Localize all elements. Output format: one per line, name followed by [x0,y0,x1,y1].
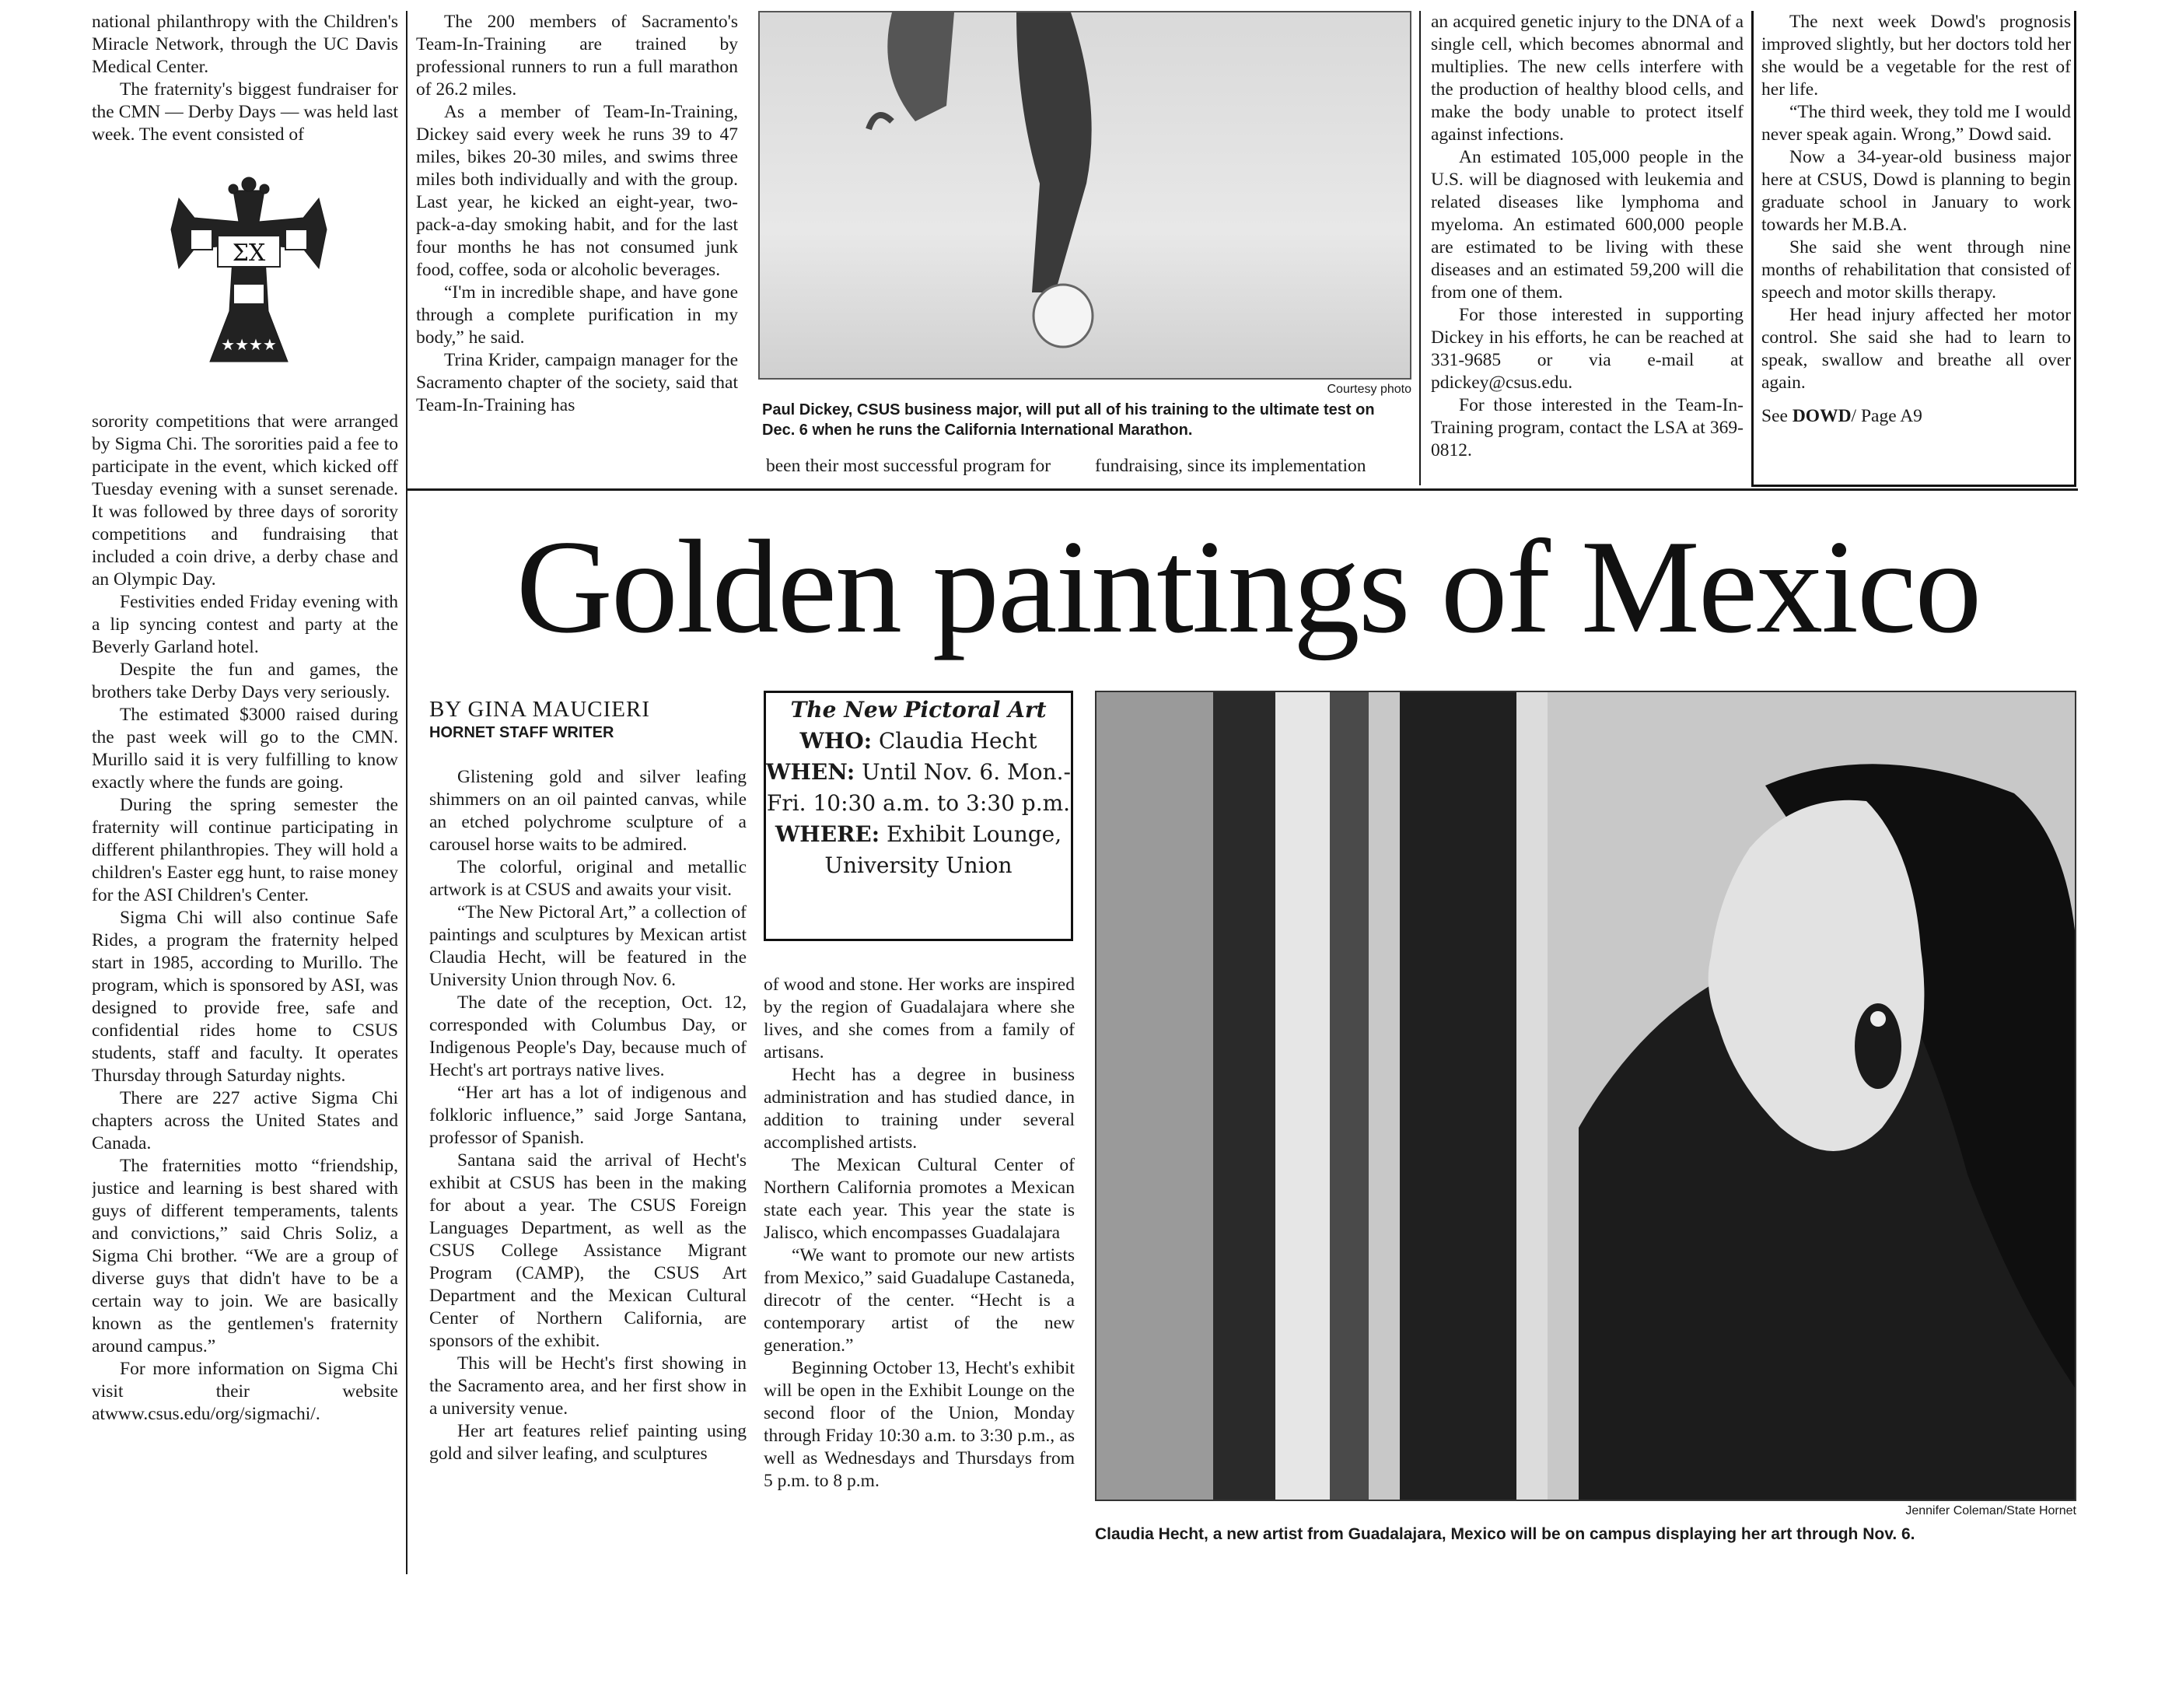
jump-prefix: See [1761,406,1793,426]
paragraph: The colorful, original and metallic artwork is at CSUS and awaits your visit. [429,857,747,900]
crest-letters: ΣΧ [232,240,266,267]
portrait-image [1096,692,2076,1501]
paragraph: The next week Dowd's prognosis improved slightly, but her doctors told her she would be a vegetable for the rest of her life. [1761,12,2071,100]
feature-headline: Golden paintings of Mexico [516,513,1981,661]
paragraph: “Her art has a lot of indigenous and folkloric influence,” said Jorge Santana, professor of Spanish. [429,1083,747,1148]
paragraph: Trina Krider, campaign manager for the Sacramento chapter of the society, said that Team-In-Training has [416,350,738,415]
paragraph: She said she went through nine months of rehabilitation that consisted of speech and motor skills therapy. [1761,237,2071,303]
runner-continuation-left: been their most successful program for [766,456,1051,476]
info-where [766,819,1071,881]
info-when-label: WHEN: [766,759,855,785]
portrait-photo-credit: Jennifer Coleman/State Hornet [1905,1504,2076,1517]
svg-text:★★★★: ★★★★ [221,337,277,354]
paragraph: Her art features relief painting using gold and silver leafing, and sculptures [429,1421,747,1464]
paragraph: As a member of Team-In-Training, Dickey said every week he runs 39 to 47 miles, bikes 20-30 miles, and swims three miles both individually and with the group. Last year, he kicked an eight-year, two-pack-a-day smoking habit, and for the last four months he has not consumed junk food, coffee, soda or alcoholic beverages. [416,102,738,280]
paragraph: Glistening gold and silver leafing shimmers on an oil painted canvas, while an etched polychrome sculpture of a carousel horse waits to be admired. [429,767,747,855]
column-divider [1419,11,1421,485]
paragraph: Hecht has a degree in business administration and has studied dance, in addition to training under several accomplished artists. [764,1065,1075,1153]
paragraph: There are 227 active Sigma Chi chapters across the United States and Canada. [92,1088,398,1153]
paragraph: The 200 members of Sacramento's Team-In-Training are trained by professional runners to run a full marathon of 26.2 miles. [416,12,738,100]
runner-legs-image [760,12,1411,380]
runner-continuation-right: fundraising, since its implementation [1095,456,1366,476]
paragraph: An estimated 105,000 people in the U.S. will be diagnosed with leukemia and related diseases like lymphoma and myeloma. An estimated 600,000 people are estimated to be living with these diseases and an estimated 59,200 will die from one of them. [1431,147,1744,303]
info-when [766,757,1071,819]
runner-photo-caption: Paul Dickey, CSUS business major, will put all of his training to the ultimate test on Dec. 6 when he runs the California International Marathon. [762,401,1375,439]
jump-suffix: / Page A9 [1851,406,1922,426]
info-who [766,726,1071,757]
sigma-chi-bottom-text [92,411,398,1577]
byline-title: HORNET STAFF WRITER [429,724,614,741]
runner-photo-credit: Courtesy photo [1327,383,1411,396]
paragraph: sorority competitions that were arranged by Sigma Chi. The sororities paid a fee to participate in the event, which kicked off Tuesday evening with a sunset serenade. It was followed by three days of sorority competitions and fundraising that included a coin drive, a derby chase and an Olympic Day. [92,411,398,590]
paragraph: During the spring semester the fraternity will continue participating in different philanthropies. They will hold a children's Easter egg hunt, to raise money for the ASI Children's Center. [92,795,398,905]
feature-column-1 [429,766,747,1575]
paragraph: For those interested in the Team-In-Training program, contact the LSA at 369-0812. [1431,395,1744,460]
paragraph: The fraternities motto “friendship, justice and learning is best shared with guys of different temperaments, talents and convictions,” said Chris Soliz, a Sigma Chi brother. “We are a group of diverse guys that didn't have to be a certain way to join. We are basically known as the gentlemen's fraternity around campus.” [92,1156,398,1356]
byline-name: BY GINA MAUCIERI [429,697,650,722]
dowd-column-text [1761,11,2071,478]
paragraph: “I'm in incredible shape, and have gone through a complete purification in my body,” he said. [416,282,738,348]
paragraph: Sigma Chi will also continue Safe Rides, a program the fraternity helped start in 1985, according to Murillo. The program, which is sponsored by ASI, was designed to provide free, safe and confidential rides home to CSUS students, staff and faculty. It operates Thursday through Saturday nights. [92,908,398,1086]
paragraph: Her head injury affected her motor control. She said she had to learn to speak, swallow and breathe all over again. [1761,305,2071,393]
info-box-title: The New Pictoral Art [790,697,1047,723]
paragraph: national philanthropy with the Children's Miracle Network, through the UC Davis Medical Center. [92,12,398,77]
paragraph: of wood and stone. Her works are inspired by the region of Guadalajara where she lives, and she comes from a family of artisans. [764,975,1075,1062]
paragraph: The estimated $3000 raised during the past week will go to the CMN. Murillo said it is very fulfilling to know exactly where the funds are going. [92,705,398,793]
paragraph: Beginning October 13, Hecht's exhibit will be open in the Exhibit Lounge on the second floor of the Union, Monday through Friday 10:30 a.m. to 3:30 p.m., as well as Wednesdays and Thursdays from 5 p.m. to 8 p.m. [764,1358,1075,1491]
jump-slug: DOWD [1792,406,1852,426]
column-divider [406,11,407,1574]
claudia-hecht-photo [1095,691,2076,1501]
sigma-chi-top-text [92,11,398,159]
info-who-label: WHO: [799,728,873,754]
leukemia-column-text [1431,11,1744,485]
info-when-value: Until Nov. 6. Mon.-Fri. 10:30 a.m. to 3:30 p.m. [766,759,1071,816]
paragraph: The date of the reception, Oct. 12, corresponded with Columbus Day, or Indigenous People's Day, because much of Hecht's art portrays native lives. [429,992,747,1080]
paragraph: an acquired genetic injury to the DNA of a single cell, which becomes abnormal and multiplies. The new cells interfere with the production of healthy blood cells, and make the body unable to protect itself against infections. [1431,12,1744,145]
exhibit-info-box [764,691,1073,941]
paragraph: Despite the fun and games, the brothers take Derby Days very seriously. [92,660,398,702]
paragraph: “The New Pictoral Art,” a collection of paintings and sculptures by Mexican artist Claudia Hecht, will be featured in the University Union through Nov. 6. [429,902,747,990]
paragraph: For more information on Sigma Chi visit their website atwww.csus.edu/org/sigmachi/. [92,1359,398,1424]
paragraph: “The third week, they told me I would never speak again. Wrong,” Dowd said. [1761,102,2071,145]
info-where-value: Exhibit Lounge, University Union [824,821,1062,878]
marathon-column-text [416,11,738,485]
paragraph: Now a 34-year-old business major here at CSUS, Dowd is planning to begin graduate school in January to work towards her M.B.A. [1761,147,2071,235]
paragraph: “We want to promote our new artists from Mexico,” said Guadalupe Castaneda, direcotr of the center. “Hecht is a contemporary artist of the new generation.” [764,1245,1075,1356]
feature-byline [429,696,740,743]
paragraph: For those interested in supporting Dickey in his efforts, he can be reached at 331-9685 or via e-mail at pdickey@csus.edu. [1431,305,1744,393]
paragraph: Festivities ended Friday evening with a lip syncing contest and party at the Beverly Garland hotel. [92,592,398,657]
paragraph: Santana said the arrival of Hecht's exhibit at CSUS has been in the making for about a year. The CSUS Foreign Languages Department, as well as the CSUS College Assistance Migrant Program (CAMP), the CSUS Art Department and the Mexican Cultural Center of Northern California, are sponsors of the exhibit. [429,1150,747,1351]
info-who-value: Claudia Hecht [872,728,1037,754]
paragraph: This will be Hecht's first showing in the Sacramento area, and her first show in a university venue. [429,1353,747,1419]
paragraph: The fraternity's biggest fundraiser for the CMN — Derby Days — was held last week. The event consisted of [92,79,398,145]
feature-column-2 [764,974,1075,1580]
sigma-chi-crest-image [159,175,338,369]
horizontal-rule [406,488,2078,491]
runner-photo [758,11,1411,380]
paragraph: The Mexican Cultural Center of Northern California promotes a Mexican state each year. This year the state is Jalisco, which encompasses Guadalajara [764,1155,1075,1243]
info-where-label: WHERE: [775,821,880,847]
jump-line [1761,405,2071,428]
portrait-photo-caption: Claudia Hecht, a new artist from Guadalajara, Mexico will be on campus displaying her art through Nov. 6. [1095,1525,1915,1543]
